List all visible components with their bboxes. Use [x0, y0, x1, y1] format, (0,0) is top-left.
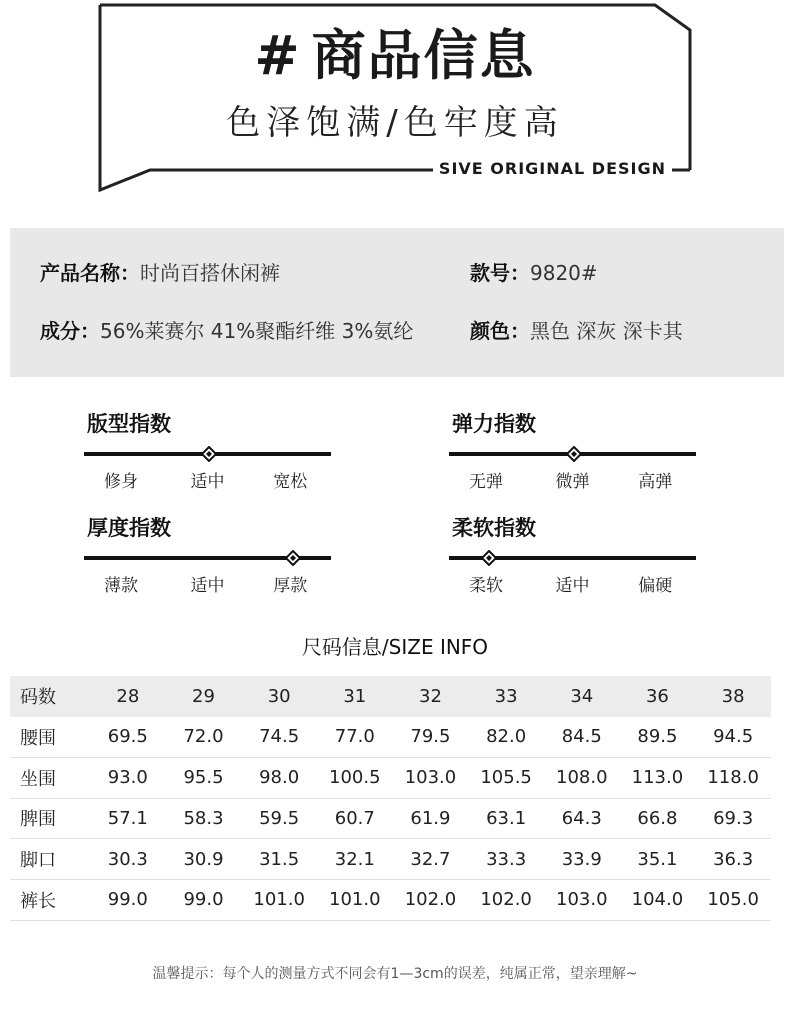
softness-index	[449, 514, 699, 604]
table-cell: 94.5	[695, 717, 771, 758]
index-label: 无弹	[469, 472, 504, 492]
table-cell: 113.0	[620, 757, 696, 798]
table-cell: 100.5	[317, 757, 393, 798]
table-cell: 118.0	[695, 757, 771, 798]
table-cell: 61.9	[393, 798, 469, 839]
color-label: 颜色：	[470, 319, 530, 343]
table-cell: 103.0	[393, 757, 469, 798]
table-cell: 30.9	[166, 839, 242, 880]
table-row	[10, 879, 771, 920]
table-cell: 32.7	[393, 839, 469, 880]
footnote: 温馨提示：每个人的测量方式不同会有1—3cm的误差，纯属正常，望亲理解~	[152, 966, 638, 982]
table-cell: 108.0	[544, 757, 620, 798]
product-name-row	[40, 259, 280, 287]
page-subtitle: 色泽饱满/色牢度高	[226, 103, 564, 143]
header-cell: 码数	[10, 676, 90, 717]
index-title: 弹力指数	[452, 412, 536, 436]
size-header-cell: 32	[393, 676, 469, 717]
size-header-cell: 33	[468, 676, 544, 717]
table-cell: 89.5	[620, 717, 696, 758]
table-cell: 82.0	[468, 717, 544, 758]
table-cell: 58.3	[166, 798, 242, 839]
index-label: 微弹	[555, 472, 590, 492]
material-row	[40, 317, 413, 345]
table-cell: 63.1	[468, 798, 544, 839]
table-row	[10, 757, 771, 798]
table-cell: 33.9	[544, 839, 620, 880]
table-cell: 33.3	[468, 839, 544, 880]
size-header-cell: 31	[317, 676, 393, 717]
index-label: 高弹	[638, 472, 673, 492]
thickness-index	[84, 514, 334, 604]
brand-tagline: SIVE ORIGINAL DESIGN	[433, 158, 672, 180]
table-cell: 104.0	[620, 879, 696, 920]
table-cell: 102.0	[393, 879, 469, 920]
table-cell: 84.5	[544, 717, 620, 758]
row-label-cell: 坐围	[10, 757, 90, 798]
size-header-cell: 36	[620, 676, 696, 717]
table-cell: 93.0	[90, 757, 166, 798]
row-label-cell: 脚口	[10, 839, 90, 880]
table-cell: 35.1	[620, 839, 696, 880]
product-name-value: 时尚百搭休闲裤	[140, 261, 280, 285]
table-cell: 57.1	[90, 798, 166, 839]
material-label: 成分：	[40, 319, 100, 343]
table-header-row	[10, 676, 771, 717]
table-cell: 36.3	[695, 839, 771, 880]
row-label-cell: 腰围	[10, 717, 90, 758]
index-marker-icon	[201, 446, 217, 462]
table-cell: 30.3	[90, 839, 166, 880]
table-cell: 64.3	[544, 798, 620, 839]
table-cell: 101.0	[317, 879, 393, 920]
table-cell: 103.0	[544, 879, 620, 920]
material-value: 56%莱赛尔 41%聚酯纤维 3%氨纶	[100, 319, 414, 343]
index-marker-icon	[566, 446, 582, 462]
table-cell: 95.5	[166, 757, 242, 798]
index-title: 厚度指数	[87, 516, 171, 540]
table-cell: 105.0	[695, 879, 771, 920]
table-cell: 74.5	[241, 717, 317, 758]
table-cell: 69.5	[90, 717, 166, 758]
table-cell: 66.8	[620, 798, 696, 839]
table-cell: 79.5	[393, 717, 469, 758]
table-cell: 99.0	[90, 879, 166, 920]
table-cell: 59.5	[241, 798, 317, 839]
size-header-cell: 28	[90, 676, 166, 717]
table-cell: 77.0	[317, 717, 393, 758]
index-marker-icon	[481, 550, 497, 566]
index-label: 适中	[555, 576, 590, 596]
index-label: 修身	[104, 472, 139, 492]
stretch-index	[449, 410, 699, 500]
product-info-box	[10, 228, 784, 377]
product-name-label: 产品名称：	[40, 261, 140, 285]
model-value: 9820#	[530, 261, 598, 285]
table-cell: 105.5	[468, 757, 544, 798]
size-table-title: 尺码信息/SIZE INFO	[301, 635, 489, 659]
index-title: 柔软指数	[452, 516, 536, 540]
size-table	[10, 676, 771, 921]
row-label-cell: 脾围	[10, 798, 90, 839]
table-row	[10, 839, 771, 880]
table-cell: 60.7	[317, 798, 393, 839]
index-title: 版型指数	[87, 412, 171, 436]
table-cell: 32.1	[317, 839, 393, 880]
table-cell: 98.0	[241, 757, 317, 798]
fit-index	[84, 410, 334, 500]
color-value: 黑色 深灰 深卡其	[530, 319, 683, 343]
size-header-cell: 30	[241, 676, 317, 717]
index-label: 厚款	[273, 576, 308, 596]
hash-icon: #	[254, 23, 302, 87]
index-label: 宽松	[273, 472, 308, 492]
index-marker-icon	[285, 550, 301, 566]
table-row	[10, 798, 771, 839]
table-cell: 72.0	[166, 717, 242, 758]
size-header-cell: 29	[166, 676, 242, 717]
index-label: 薄款	[104, 576, 139, 596]
page-title	[0, 20, 790, 91]
table-cell: 101.0	[241, 879, 317, 920]
index-label: 适中	[190, 472, 225, 492]
model-label: 款号：	[470, 261, 530, 285]
table-row	[10, 717, 771, 758]
color-row	[470, 317, 683, 345]
table-cell: 102.0	[468, 879, 544, 920]
index-label: 适中	[190, 576, 225, 596]
title-text: 商品信息	[311, 24, 536, 87]
table-cell: 99.0	[166, 879, 242, 920]
row-label-cell: 裤长	[10, 879, 90, 920]
size-header-cell: 34	[544, 676, 620, 717]
model-row	[470, 259, 598, 287]
table-cell: 69.3	[695, 798, 771, 839]
index-label: 偏硬	[638, 576, 673, 596]
header-frame	[0, 0, 790, 200]
table-cell: 31.5	[241, 839, 317, 880]
size-header-cell: 38	[695, 676, 771, 717]
index-label: 柔软	[469, 576, 504, 596]
